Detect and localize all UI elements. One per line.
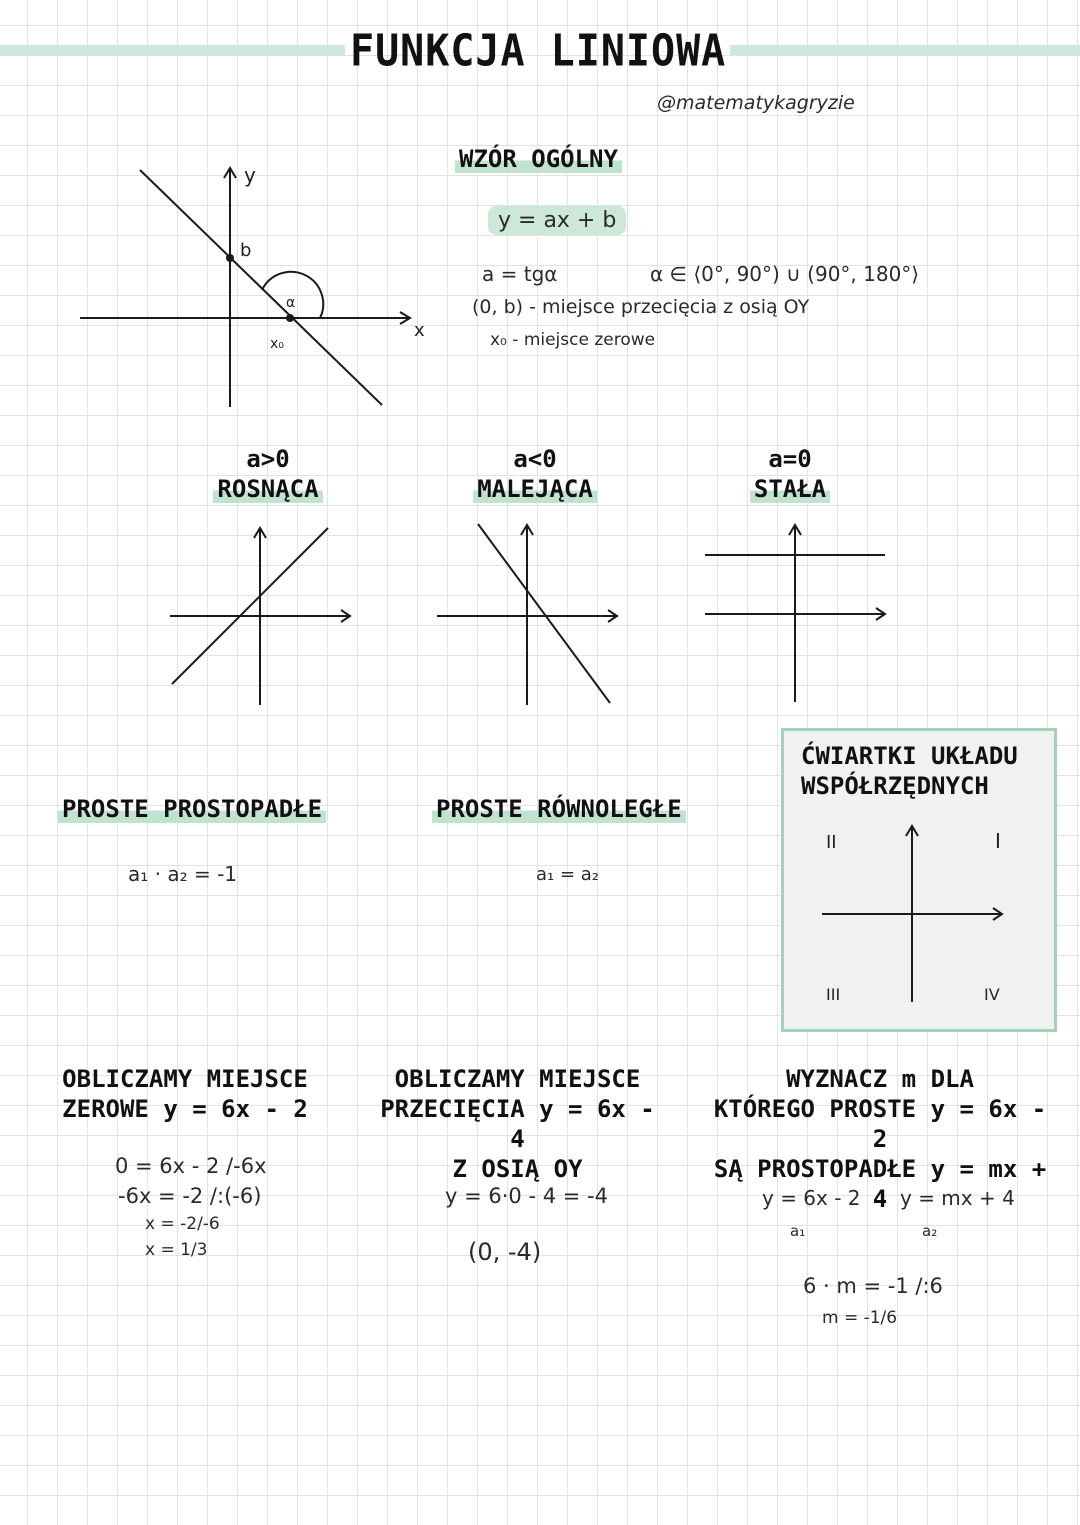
quadrants-heading: ĆWIARTKI UKŁADU WSPÓŁRZĘDNYCH <box>801 742 1018 800</box>
example1-step-1: 0 = 6x - 2 /-6x <box>115 1154 267 1178</box>
case-decreasing-name: MALEJĄCA <box>473 475 597 503</box>
example3-eq1: y = 6x - 2 <box>762 1186 861 1210</box>
quadrant-2-label: II <box>826 832 837 853</box>
parallel-formula: a₁ = a₂ <box>536 864 600 885</box>
case-increasing-name: ROSNĄCA <box>213 475 322 503</box>
example1-step-3: x = -2/-6 <box>145 1214 220 1234</box>
example2-step-1: y = 6·0 - 4 = -4 <box>445 1184 608 1208</box>
example2-step-2: (0, -4) <box>468 1238 542 1266</box>
a-definition: a = tgα <box>482 262 558 286</box>
example1-step-4: x = 1/3 <box>145 1240 208 1260</box>
quadrant-3-label: III <box>826 985 841 1004</box>
page-title: FUNKCJA LINIOWA <box>350 25 727 77</box>
example1-heading: OBLICZAMY MIEJSCE ZEROWE y = 6x - 2 <box>62 1065 308 1123</box>
example2-heading: OBLICZAMY MIEJSCE PRZECIĘCIA y = 6x - 4 Z OSIĄ OY <box>380 1065 655 1183</box>
general-alpha-label: α <box>286 295 296 311</box>
general-y-label: y <box>244 163 256 187</box>
example3-heading: WYZNACZ m DLA KTÓREGO PROSTE y = 6x - 2 SĄ PROSTOPADŁE y = mx + 4 <box>713 1065 1047 1213</box>
case-constant-condition: a=0 <box>768 445 812 473</box>
general-formula: y = ax + b <box>488 208 626 233</box>
general-x0-label: x₀ <box>270 336 284 352</box>
quadrant-1-label: I <box>995 829 1001 853</box>
perpendicular-heading: PROSTE PROSTOPADŁE <box>58 794 326 824</box>
author-handle: @matematykagryzie <box>657 92 855 114</box>
example3-eq2: y = mx + 4 <box>900 1186 1015 1210</box>
general-b-label: b <box>240 240 252 261</box>
case-constant-name: STAŁA <box>750 475 830 503</box>
case-decreasing-condition: a<0 <box>513 445 557 473</box>
general-heading: WZÓR OGÓLNY <box>455 144 622 174</box>
case-increasing-condition: a>0 <box>246 445 290 473</box>
example1-step-2: -6x = -2 /:(-6) <box>118 1184 262 1208</box>
b-definition: (0, b) - miejsce przecięcia z osią OY <box>472 296 810 318</box>
angle-range: α ∈ ⟨0°, 90°) ∪ (90°, 180°⟩ <box>650 262 920 286</box>
example3-step-2: m = -1/6 <box>822 1308 898 1328</box>
example3-eq2-sub: a₂ <box>922 1222 938 1240</box>
quadrant-4-label: IV <box>984 985 1000 1004</box>
x0-definition: x₀ - miejsce zerowe <box>490 330 656 350</box>
example3-step-1: 6 · m = -1 /:6 <box>803 1274 943 1298</box>
general-x-label: x <box>414 320 425 341</box>
perpendicular-formula: a₁ · a₂ = -1 <box>128 862 238 886</box>
parallel-heading: PROSTE RÓWNOLEGŁE <box>432 794 686 824</box>
example3-eq1-sub: a₁ <box>790 1222 806 1240</box>
